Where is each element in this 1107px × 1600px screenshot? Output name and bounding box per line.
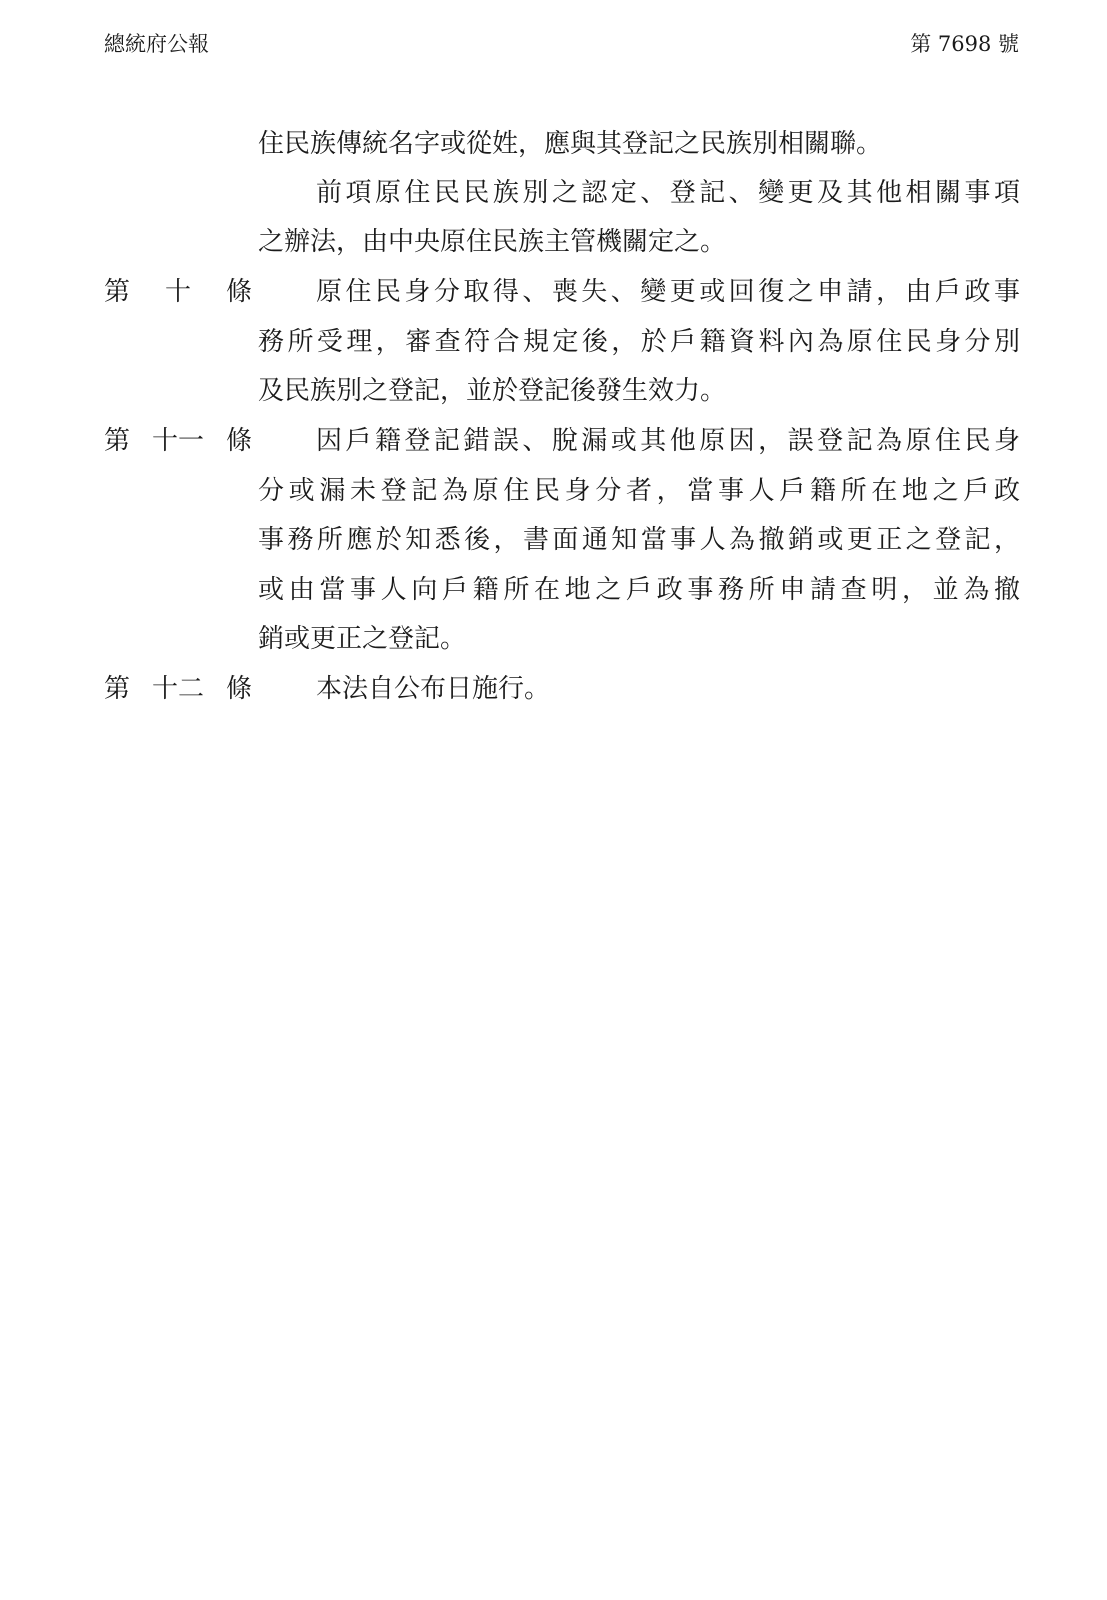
article-line: 本法自公布日施行。	[316, 674, 551, 704]
article-line: 事務所應於知悉後，書面通知當事人為撤銷或更正之登記，	[258, 525, 1020, 555]
article-line: 原住民身分取得、喪失、變更或回復之申請，由戶政事	[316, 277, 1020, 307]
article-label: 第 十 條	[104, 277, 252, 307]
paragraph-line: 前項原住民民族別之認定、登記、變更及其他相關事項	[316, 178, 1020, 208]
article-label: 第 十二 條	[104, 674, 252, 704]
article-line: 分或漏未登記為原住民身分者，當事人戶籍所在地之戶政	[258, 476, 1020, 506]
article-line: 及民族別之登記，並於登記後發生效力。	[258, 376, 727, 406]
continuation-line: 住民族傳統名字或從姓，應與其登記之民族別相關聯。	[258, 129, 883, 159]
article-line: 因戶籍登記錯誤、脫漏或其他原因，誤登記為原住民身	[316, 426, 1020, 456]
article-line: 或由當事人向戶籍所在地之戶政事務所申請查明，並為撤	[258, 575, 1020, 605]
article-line: 銷或更正之登記。	[258, 624, 467, 654]
issue-number: 第 7698 號	[910, 32, 1019, 56]
article-label: 第 十一 條	[104, 426, 252, 456]
publication-title: 總統府公報	[104, 32, 209, 56]
paragraph-line: 之辦法，由中央原住民族主管機關定之。	[258, 227, 727, 257]
article-line: 務所受理，審查符合規定後，於戶籍資料內為原住民身分別	[258, 327, 1020, 357]
